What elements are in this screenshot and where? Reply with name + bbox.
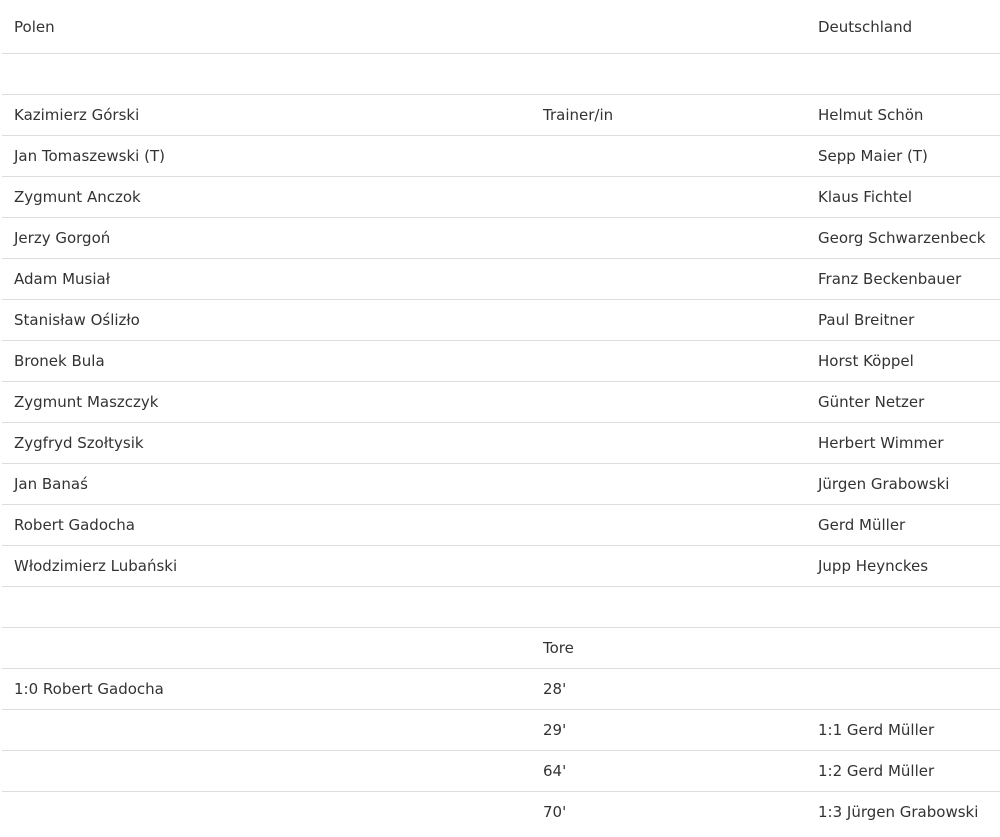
home-goal	[2, 792, 531, 833]
lineup-row	[2, 546, 1000, 587]
home-player: Zygfryd Szołtysik	[2, 423, 531, 464]
away-player: Jürgen Grabowski	[806, 464, 1000, 505]
goals-header-row	[2, 628, 1000, 669]
away-team-name	[806, 0, 1000, 54]
lineup-row	[2, 300, 1000, 341]
away-player: Georg Schwarzenbeck	[806, 218, 1000, 259]
home-player: Stanisław Oślizło	[2, 300, 531, 341]
spacer-row	[2, 587, 1000, 628]
home-goal: 1:0 Robert Gadocha	[2, 669, 531, 710]
home-goal	[2, 710, 531, 751]
goal-minute: 29'	[531, 710, 806, 751]
teams-header-row	[2, 0, 1000, 54]
away-player: Horst Köppel	[806, 341, 1000, 382]
goal-row	[2, 792, 1000, 833]
goal-minute: 28'	[531, 669, 806, 710]
lineup-row	[2, 505, 1000, 546]
home-goal	[2, 751, 531, 792]
coach-label: Trainer/in	[531, 95, 806, 136]
goal-minute: 70'	[543, 803, 567, 821]
home-player: Zygmunt Maszczyk	[2, 382, 531, 423]
away-team-label: Deutschland	[818, 17, 913, 36]
spacer-row	[2, 54, 1000, 95]
lineup-row	[2, 464, 1000, 505]
lineup-row	[2, 423, 1000, 464]
header-center-cell	[531, 0, 806, 54]
home-team-label: Polen	[14, 17, 55, 36]
away-player: Sepp Maier (T)	[806, 136, 1000, 177]
goal-row	[2, 751, 1000, 792]
goals-label: Tore	[531, 628, 806, 669]
home-player: Bronek Bula	[2, 341, 531, 382]
lineup-row	[2, 218, 1000, 259]
home-coach: Kazimierz Górski	[2, 95, 531, 136]
goal-row	[2, 710, 1000, 751]
away-player: Jupp Heynckes	[806, 546, 1000, 587]
home-player: Jan Banaś	[2, 464, 531, 505]
home-team-name	[2, 0, 531, 54]
lineup-row	[2, 382, 1000, 423]
away-player: Klaus Fichtel	[806, 177, 1000, 218]
away-player: Paul Breitner	[806, 300, 1000, 341]
goal-row	[2, 669, 1000, 710]
away-goal: 1:2 Gerd Müller	[806, 751, 1000, 792]
home-player: Włodzimierz Lubański	[2, 546, 531, 587]
home-player: Jerzy Gorgoń	[2, 218, 531, 259]
away-coach: Helmut Schön	[806, 95, 1000, 136]
coach-row	[2, 95, 1000, 136]
away-player: Günter Netzer	[806, 382, 1000, 423]
lineup-row	[2, 136, 1000, 177]
away-player: Herbert Wimmer	[806, 423, 1000, 464]
lineup-row	[2, 177, 1000, 218]
away-player: Franz Beckenbauer	[806, 259, 1000, 300]
goal-minute: 64'	[531, 751, 806, 792]
home-player: Zygmunt Anczok	[2, 177, 531, 218]
lineup-row	[2, 259, 1000, 300]
match-table	[2, 0, 1000, 832]
home-player: Adam Musiał	[2, 259, 531, 300]
home-player: Robert Gadocha	[2, 505, 531, 546]
away-player: Gerd Müller	[806, 505, 1000, 546]
away-goal	[806, 669, 1000, 710]
lineup-row	[2, 341, 1000, 382]
away-goal: 1:1 Gerd Müller	[806, 710, 1000, 751]
home-player: Jan Tomaszewski (T)	[2, 136, 531, 177]
away-goal: 1:3 Jürgen Grabowski	[818, 803, 979, 821]
